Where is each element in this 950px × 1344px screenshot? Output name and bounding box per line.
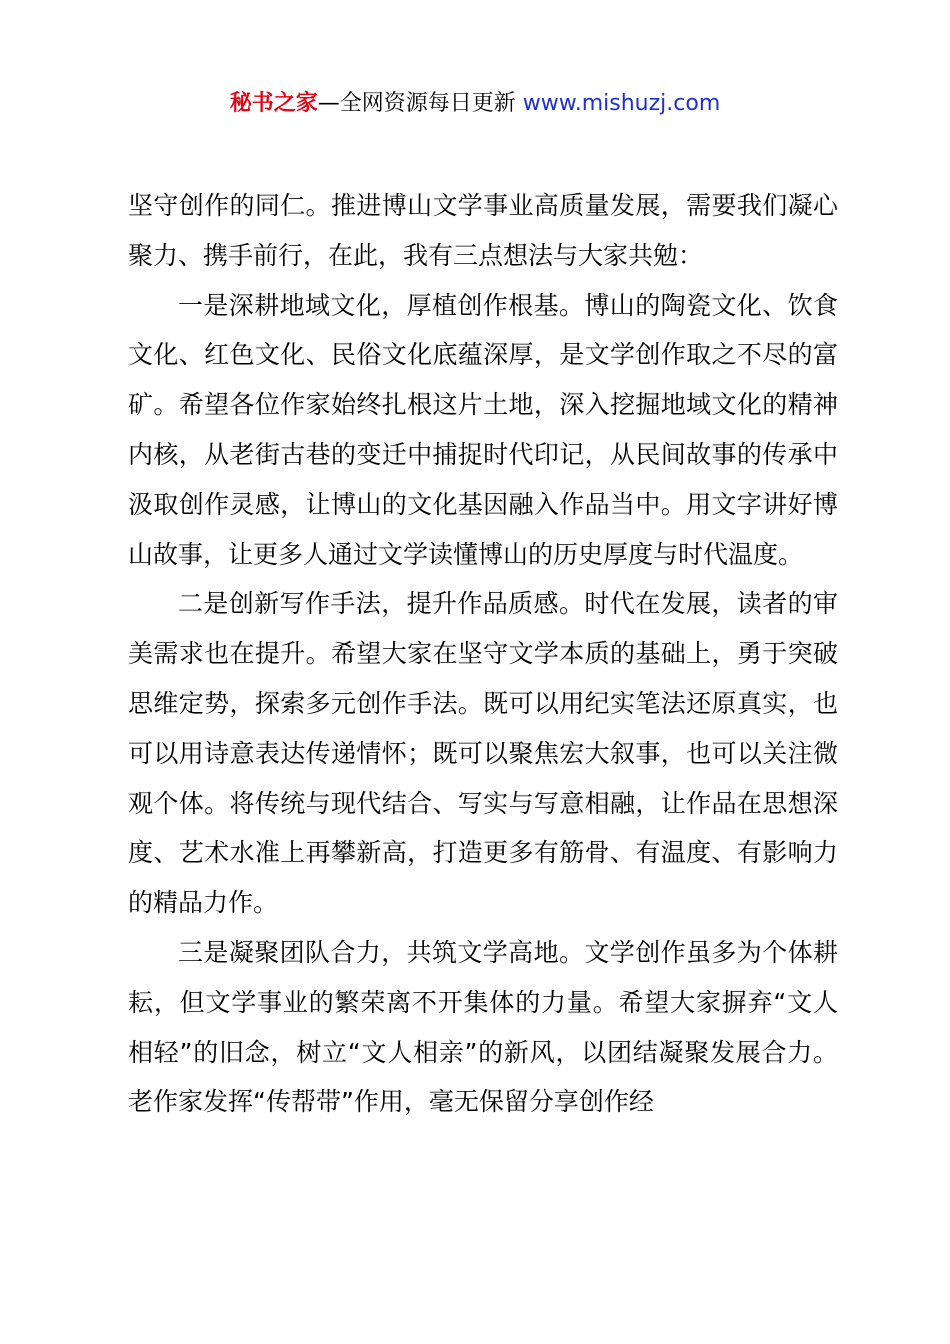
website-link[interactable]: www.mishuzj.com [522,91,721,116]
paragraph-text: 时代在发展，读者的审美需求也在提升。希望大家在坚守文学本质的基础上，勇于突破思维定势，探索多元创作手法。既可以用纪实笔法还原真实，也可以用诗意表达传递情怀；既可以聚焦宏大叙事，也可以关注微观个体。将传统与现代结合、写实与写意相融，让作品在思想深度、艺术水准上再攀新高，打造更多有筋骨、有温度、有影响力的精品力作。 [128,589,838,918]
paragraph-point-two [128,579,838,928]
paragraph-heading: 一是深耕地域文化，厚植创作根基。 [178,290,585,320]
paragraph-text: 文学创作虽多为个体耕耘，但文学事业的繁荣离不开集体的力量。希望大家摒弃“文人相轻”的旧念，树立“文人相亲”的新风，以团结凝聚发展合力。老作家发挥“传帮带”作用，毫无保留分享创作经 [128,937,838,1117]
document-body [128,181,838,1127]
paragraph-text: 坚守创作的同仁。推进博山文学事业高质量发展，需要我们凝心聚力、携手前行，在此，我有三点想法与大家共勉： [128,191,838,270]
paragraph-text: 博山的陶瓷文化、饮食文化、红色文化、民俗文化底蕴深厚，是文学创作取之不尽的富矿。希望各位作家始终扎根这片土地，深入挖掘地域文化的精神内核，从老街古巷的变迁中捕捉时代印记，从民间故事的传承中汲取创作灵感，让博山的文化基因融入作品当中。用文字讲好博山故事，让更多人通过文学读懂博山的历史厚度与时代温度。 [128,290,838,569]
paragraph-heading: 三是凝聚团队合力，共筑文学高地。 [178,937,585,967]
paragraph-point-three [128,928,838,1127]
page-header [0,88,950,120]
paragraph-heading: 二是创新写作手法，提升作品质感。 [178,589,585,619]
header-tagline: —全网资源每日更新 [317,91,523,116]
brand-name: 秘书之家 [229,91,318,116]
paragraph-intro [128,181,838,281]
paragraph-point-one [128,281,838,580]
